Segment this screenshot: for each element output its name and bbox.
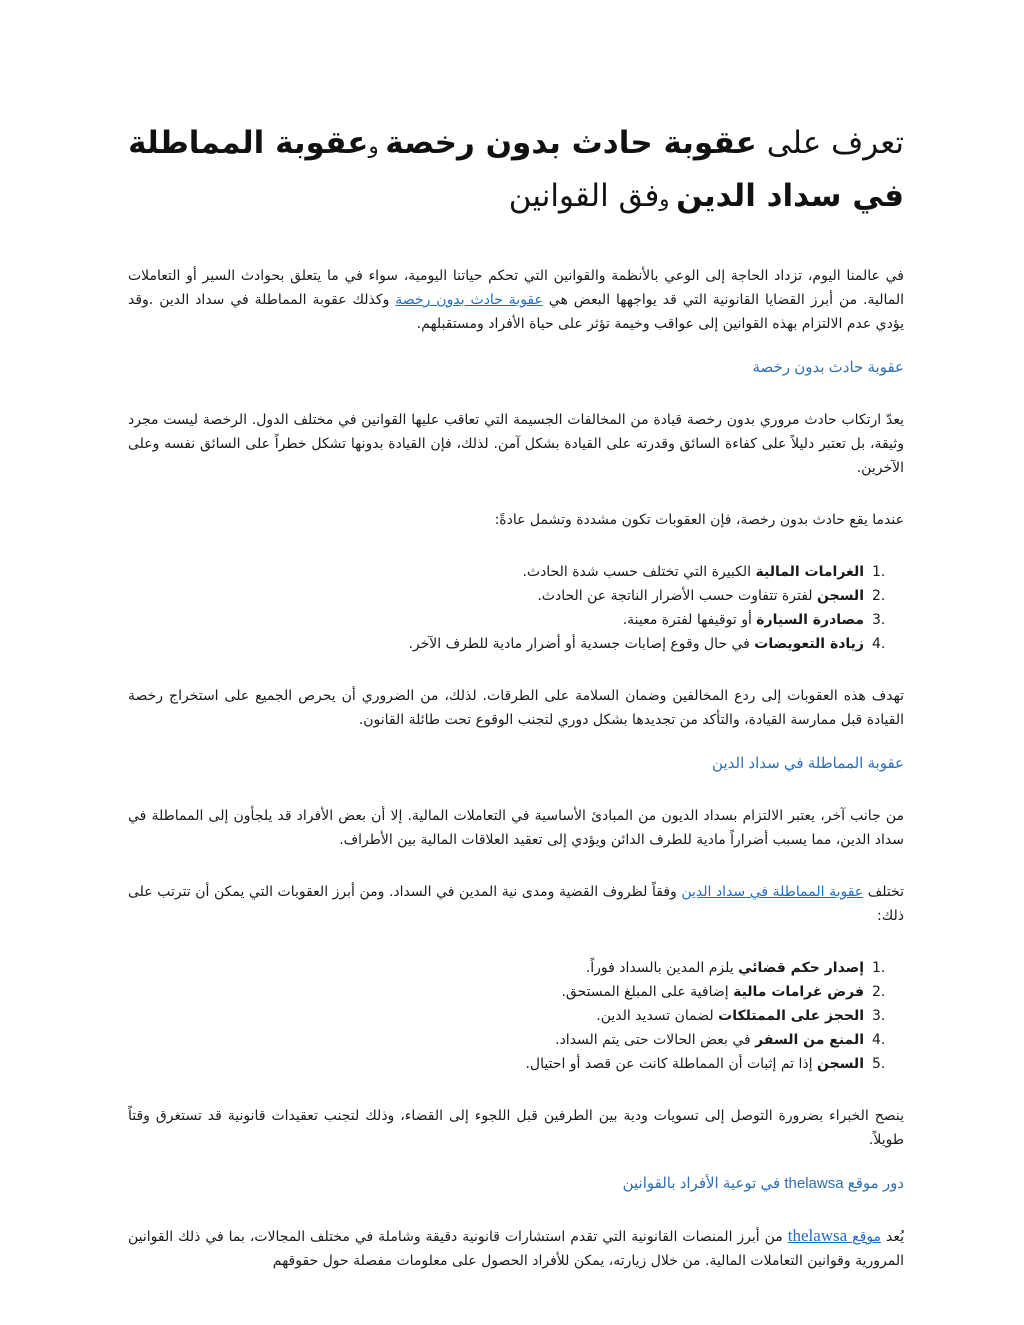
thelawsa-link-latin: thelawsa [787, 1226, 848, 1245]
list-item-text: في حال وقوع إصابات جسدية أو أضرار مادية للطرف الآخر. [408, 636, 755, 652]
list-number: 2. [872, 984, 886, 1000]
list-item-bold: السجن [817, 1056, 864, 1072]
list-item-text: لضمان تسديد الدين. [596, 1008, 719, 1024]
document-page [128, 118, 904, 1273]
list-item [128, 1004, 886, 1028]
list-number: 4. [872, 636, 886, 652]
section1-heading: عقوبة حادث بدون رخصة [752, 359, 904, 376]
intro-text-after: وكذلك عقوبة المماطلة في سداد الدين .وقد يؤدي عدم الالتزام بهذه القوانين إلى عواقب وخيمة تؤثر على حياة الأفراد ومستقبلهم. [128, 292, 904, 332]
list-number: 1. [872, 564, 886, 580]
list-number: 3. [872, 612, 886, 628]
section3-paragraph [128, 1224, 904, 1273]
section1-paragraph-1: يعدّ ارتكاب حادث مروري بدون رخصة قيادة من المخالفات الجسيمة التي تعاقب عليها القوانين في مختلف الدول. الرخصة ليست مجرد وثيقة، بل تعتبر دليلاً على كفاءة السائق وقدرته على القيادة بشكل آمن. لذلك، فإن القيادة بدونها تشكل خطراً على السائق نفسه وعلى الآخرين. [128, 412, 904, 476]
list-item-text: إضافية على المبلغ المستحق. [561, 984, 734, 1000]
page-title [128, 118, 904, 224]
title-part-5: و [659, 187, 677, 211]
list-item-text: أو توقيفها لفترة معينة. [622, 612, 757, 628]
list-item-bold: إصدار حكم قضائي [738, 960, 864, 976]
list-number: 5. [872, 1056, 886, 1072]
list-item [128, 1028, 886, 1052]
list-item-text: الكبيرة التي تختلف حسب شدة الحادث. [522, 564, 756, 580]
title-part-4: عقوبة المماطلة في سداد الدين [128, 125, 904, 214]
section3-heading: دور موقع thelawsa في توعية الأفراد بالقوانين [622, 1175, 904, 1192]
list-item [128, 584, 886, 608]
list-item-text: إذا تم إثبات أن المماطلة كانت عن قصد أو احتيال. [525, 1056, 817, 1072]
list-number: 3. [872, 1008, 886, 1024]
title-part-6: فق القوانين [508, 178, 660, 214]
title-part-2: عقوبة حادث بدون رخصة [385, 125, 757, 161]
thelawsa-link[interactable] [787, 1226, 882, 1245]
section2-text-before: تختلف [863, 884, 904, 900]
list-item-text: لفترة تتفاوت حسب الأضرار الناتجة عن الحادث. [537, 588, 817, 604]
list-number: 4. [872, 1032, 886, 1048]
section2-paragraph-2 [128, 880, 904, 928]
thelawsa-link-word: موقع [852, 1229, 882, 1245]
section1-list [128, 560, 904, 656]
section2-heading: عقوبة المماطلة في سداد الدين [712, 755, 904, 772]
section2-text-after: وفقاً لظروف القضية ومدى نية المدين في السداد. ومن أبرز العقوبات التي يمكن أن تترتب على ذلك: [128, 884, 904, 924]
list-item-text: في بعض الحالات حتى يتم السداد. [555, 1032, 756, 1048]
list-item-bold: مصادرة السيارة [756, 612, 864, 628]
intro-text-before: في عالمنا اليوم، تزداد الحاجة إلى الوعي بالأنظمة والقوانين التي تحكم حياتنا اليومية، سواء في ما يتعلق بحوادث السير أو التعاملات المالية. من أبرز القضايا القانونية التي قد يواجهها البعض هي [128, 268, 904, 308]
list-item-text: يلزم المدين بالسداد فوراً. [585, 960, 739, 976]
list-item-bold: الحجز على الممتلكات [718, 1008, 864, 1024]
list-item-bold: السجن [817, 588, 864, 604]
section3-text-after: من أبرز المنصات القانونية التي تقدم استشارات قانونية دقيقة وشاملة في مختلف المجالات، بما في ذلك القوانين المرورية وقوانين التعاملات المالية. من خلال زيارته، يمكن للأفراد الحصول على معلومات مفصلة حول حقوقهم [128, 1229, 904, 1269]
section1-paragraph-2: عندما يقع حادث بدون رخصة، فإن العقوبات تكون مشددة وتشمل عادةً: [494, 512, 904, 528]
list-item-bold: المنع من السفر [755, 1032, 864, 1048]
section1-paragraph-3: تهدف هذه العقوبات إلى ردع المخالفين وضمان السلامة على الطرقات. لذلك، من الضروري أن يحرص الجميع على استخراج رخصة القيادة قبل ممارسة القيادة، والتأكد من تجديدها بشكل دوري لتجنب الوقوع تحت طائلة القانون. [128, 688, 904, 728]
list-number: 2. [872, 588, 886, 604]
section2-paragraph-3: ينصح الخبراء بضرورة التوصل إلى تسويات ودية بين الطرفين قبل اللجوء إلى القضاء، وذلك لتجنب تعقيدات قانونية قد تستغرق وقتاً طويلاً. [128, 1108, 904, 1148]
list-item [128, 560, 886, 584]
list-item-bold: فرض غرامات مالية [733, 984, 864, 1000]
list-item [128, 632, 886, 656]
section2-paragraph-1: من جانب آخر، يعتبر الالتزام بسداد الديون من المبادئ الأساسية في التعاملات المالية. إلا أن بعض الأفراد قد يلجأون إلى المماطلة في سداد الدين، مما يسبب أضراراً مادية للطرف الدائن ويؤدي إلى تعقيد العلاقات المالية بين الأطراف. [128, 808, 904, 848]
list-item [128, 608, 886, 632]
intro-paragraph [128, 264, 904, 336]
list-item [128, 980, 886, 1004]
title-part-3: و [368, 134, 386, 158]
list-number: 1. [872, 960, 886, 976]
list-item-bold: زيادة التعويضات [754, 636, 864, 652]
list-item [128, 956, 886, 980]
title-part-1: تعرف على [756, 125, 904, 161]
section2-link[interactable]: عقوبة المماطلة في سداد الدين [681, 884, 864, 900]
section3-text-before: يُعد [881, 1229, 904, 1245]
section2-list [128, 956, 904, 1076]
intro-link[interactable]: عقوبة حادث بدون رخصة [395, 292, 543, 308]
list-item [128, 1052, 886, 1076]
list-item-bold: الغرامات المالية [755, 564, 864, 580]
